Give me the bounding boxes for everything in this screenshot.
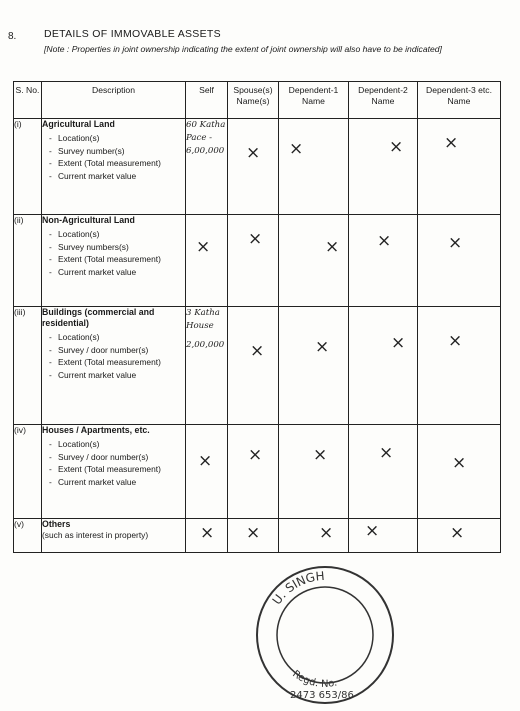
cross-mark: ×: [379, 443, 394, 463]
list-item: - Location(s): [58, 331, 185, 344]
dependent-3-cell: [418, 519, 501, 553]
header-dependent-1: Dependent-1 Name: [279, 82, 349, 119]
cross-mark: ×: [196, 237, 211, 257]
handwritten-line: Pace -: [186, 133, 213, 143]
table-row: [14, 215, 501, 307]
dependent-1-cell: [279, 215, 349, 307]
cross-mark: ×: [289, 139, 304, 159]
cross-mark: ×: [246, 143, 261, 163]
list-item: - Extent (Total measurement): [58, 463, 185, 476]
category-label: Others: [42, 519, 71, 529]
list-item: - Current market value: [58, 266, 185, 279]
category-label: Houses / Apartments, etc.: [42, 425, 150, 435]
list-item: - Location(s): [58, 132, 185, 145]
cross-mark: ×: [452, 453, 467, 473]
spouse-cell: [228, 215, 279, 307]
spouse-cell: [228, 119, 279, 215]
list-item: - Location(s): [58, 228, 185, 241]
dependent-2-cell: [349, 425, 418, 519]
cross-mark: ×: [248, 229, 263, 249]
cross-mark: ×: [448, 233, 463, 253]
cross-mark: ×: [325, 237, 340, 257]
dependent-3-cell: [418, 425, 501, 519]
cross-mark: ×: [448, 331, 463, 351]
handwritten-line: 6,00,000: [186, 146, 225, 156]
dependent-3-cell: [418, 119, 501, 215]
list-item: - Survey / door number(s): [58, 344, 185, 357]
cross-mark: ×: [248, 445, 263, 465]
cross-mark: ×: [200, 523, 215, 543]
header-dependent-2: Dependent-2 Name: [349, 82, 418, 119]
list-item: - Survey numbers(s): [58, 241, 185, 254]
self-cell: [186, 215, 228, 307]
table-row: [14, 119, 501, 215]
header-sno: S. No.: [14, 82, 42, 119]
cross-mark: ×: [444, 133, 459, 153]
handwritten-line: 2,00,000: [186, 340, 225, 350]
list-item: - Extent (Total measurement): [58, 253, 185, 266]
self-cell: [186, 519, 228, 553]
list-item: - Current market value: [58, 476, 185, 489]
row-sno: (iv): [14, 425, 42, 519]
dependent-3-cell: [418, 215, 501, 307]
section-title: DETAILS OF IMMOVABLE ASSETS: [44, 28, 221, 40]
spouse-cell: [228, 519, 279, 553]
cross-mark: ×: [389, 137, 404, 157]
header-spouse: Spouse(s) Name(s): [228, 82, 279, 119]
list-item: - Survey / door number(s): [58, 451, 185, 464]
spouse-cell: [228, 307, 279, 425]
cross-mark: ×: [377, 231, 392, 251]
category-subtext: (such as interest in property): [42, 530, 149, 540]
row-description: [42, 215, 186, 307]
list-item: - Current market value: [58, 170, 185, 183]
handwritten-line: 3 Katha: [186, 308, 220, 318]
cross-mark: ×: [313, 445, 328, 465]
dependent-2-cell: [349, 519, 418, 553]
dependent-1-cell: [279, 425, 349, 519]
row-description: [42, 519, 186, 553]
cross-mark: ×: [315, 337, 330, 357]
row-description: [42, 119, 186, 215]
self-handwritten-value: [186, 119, 228, 215]
stamp-top-text: U. SINGH: [269, 568, 326, 608]
list-item: - Extent (Total measurement): [58, 356, 185, 369]
dependent-2-cell: [349, 119, 418, 215]
row-sno: (i): [14, 119, 42, 215]
list-item: - Extent (Total measurement): [58, 157, 185, 170]
handwritten-line: House: [186, 321, 214, 331]
cross-mark: ×: [319, 523, 334, 543]
official-stamp-seal: [250, 560, 400, 710]
list-item: - Location(s): [58, 438, 185, 451]
cross-mark: ×: [246, 523, 261, 543]
stamp-number: 2473 653/86: [290, 690, 354, 701]
list-item: - Survey number(s): [58, 145, 185, 158]
dependent-2-cell: [349, 215, 418, 307]
category-label: Agricultural Land: [42, 119, 115, 129]
cross-mark: ×: [391, 333, 406, 353]
stamp-bottom-text: Regd. No.: [290, 668, 339, 690]
dependent-2-cell: [349, 307, 418, 425]
row-description: [42, 307, 186, 425]
cross-mark: ×: [198, 451, 213, 471]
dependent-1-cell: [279, 519, 349, 553]
table-row: [14, 519, 501, 553]
table-row: [14, 425, 501, 519]
table-header-row: [14, 82, 501, 119]
cross-mark: ×: [365, 521, 380, 541]
dependent-1-cell: [279, 307, 349, 425]
header-self: Self: [186, 82, 228, 119]
list-item: - Current market value: [58, 369, 185, 382]
header-description: Description: [42, 82, 186, 119]
header-dependent-3: Dependent-3 etc. Name: [418, 82, 501, 119]
immovable-assets-table: [13, 81, 501, 553]
spouse-cell: [228, 425, 279, 519]
cross-mark: ×: [450, 523, 465, 543]
cross-mark: ×: [250, 341, 265, 361]
section-number: 8.: [8, 31, 17, 42]
row-sno: (ii): [14, 215, 42, 307]
section-note: [Note : Properties in joint ownership indicating the extent of joint ownership will also have to be indicated]: [44, 44, 442, 54]
self-cell: [186, 425, 228, 519]
row-sno: (iii): [14, 307, 42, 425]
dependent-1-cell: [279, 119, 349, 215]
table-row: [14, 307, 501, 425]
handwritten-line: 60 Katha: [186, 120, 226, 130]
category-label: Non-Agricultural Land: [42, 215, 135, 225]
category-label: Buildings (commercial and residential): [42, 307, 155, 328]
self-handwritten-value: [186, 307, 228, 425]
dependent-3-cell: [418, 307, 501, 425]
row-description: [42, 425, 186, 519]
row-sno: (v): [14, 519, 42, 553]
